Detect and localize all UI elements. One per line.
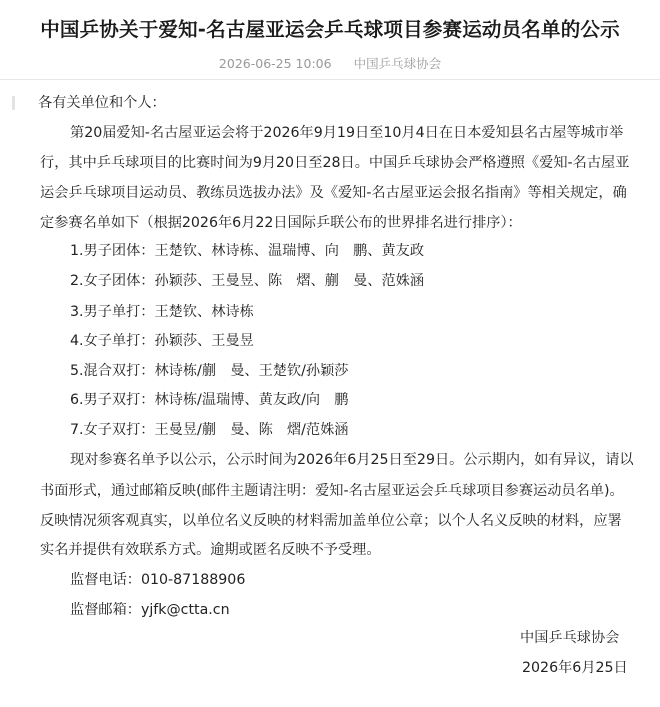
event-list-item: 7.女子双打：王曼昱/蒯 曼、陈 熠/范姝涵: [70, 422, 349, 438]
intro-line: 运会乒乓球项目运动员、教练员选拔办法》及《爱知-名古屋亚运会报名指南》等相关规定，确: [40, 185, 627, 201]
signature-date: 2026年6月25日: [522, 660, 628, 676]
intro-line: 定参赛名单如下（根据2026年6月22日国际乒联公布的世界排名进行排序）：: [40, 215, 522, 231]
supervision-phone: 监督电话：010-87188906: [70, 572, 246, 588]
scrollbar-thumb[interactable]: [12, 96, 15, 110]
source-link[interactable]: 中国乒乓球协会: [353, 56, 442, 71]
intro-line: 第20届爱知-名古屋亚运会将于2026年9月19日至10月4日在日本爱知县名古屋等城市举: [70, 125, 624, 141]
event-list-item: 5.混合双打：林诗栋/蒯 曼、王楚钦/孙颖莎: [70, 363, 349, 379]
supervision-email: 监督邮箱：yjfk@ctta.cn: [70, 602, 230, 618]
notice-line: 实名并提供有效联系方式。逾期或匿名反映不予受理。: [40, 542, 381, 558]
header-divider: [0, 79, 660, 80]
notice-line: 反映情况须客观真实，以单位名义反映的材料需加盖单位公章；以个人名义反映的材料，应署: [40, 513, 622, 529]
signature-organization: 中国乒乓球协会: [520, 630, 620, 646]
page-title: 中国乒协关于爱知-名古屋亚运会乒乓球项目参赛运动员名单的公示: [40, 18, 620, 41]
event-list-item: 4.女子单打：孙颖莎、王曼昱: [70, 333, 254, 349]
notice-line: 书面形式，通过邮箱反映(邮件主题请注明：爱知-名古屋亚运会乒乓球项目参赛运动员名单)。: [40, 483, 624, 499]
publish-time: 2026-06-25 10:06: [218, 56, 332, 71]
event-list-item: 2.女子团体：孙颖莎、王曼昱、陈 熠、蒯 曼、范姝涵: [70, 273, 425, 289]
event-list-item: 3.男子单打：王楚钦、林诗栋: [70, 304, 254, 320]
article-meta: [0, 54, 660, 72]
event-list-item: 1.男子团体：王楚钦、林诗栋、温瑞博、向 鹏、黄友政: [70, 243, 425, 259]
intro-line: 行，其中乒乓球项目的比赛时间为9月20日至28日。中国乒乓球协会严格遵照《爱知-名古屋亚: [40, 155, 630, 171]
event-list-item: 6.男子双打：林诗栋/温瑞博、黄友政/向 鹏: [70, 392, 349, 408]
greeting: 各有关单位和个人：: [38, 95, 166, 111]
notice-line: 现对参赛名单予以公示，公示时间为2026年6月25日至29日。公示期内，如有异议，请以: [70, 452, 634, 468]
